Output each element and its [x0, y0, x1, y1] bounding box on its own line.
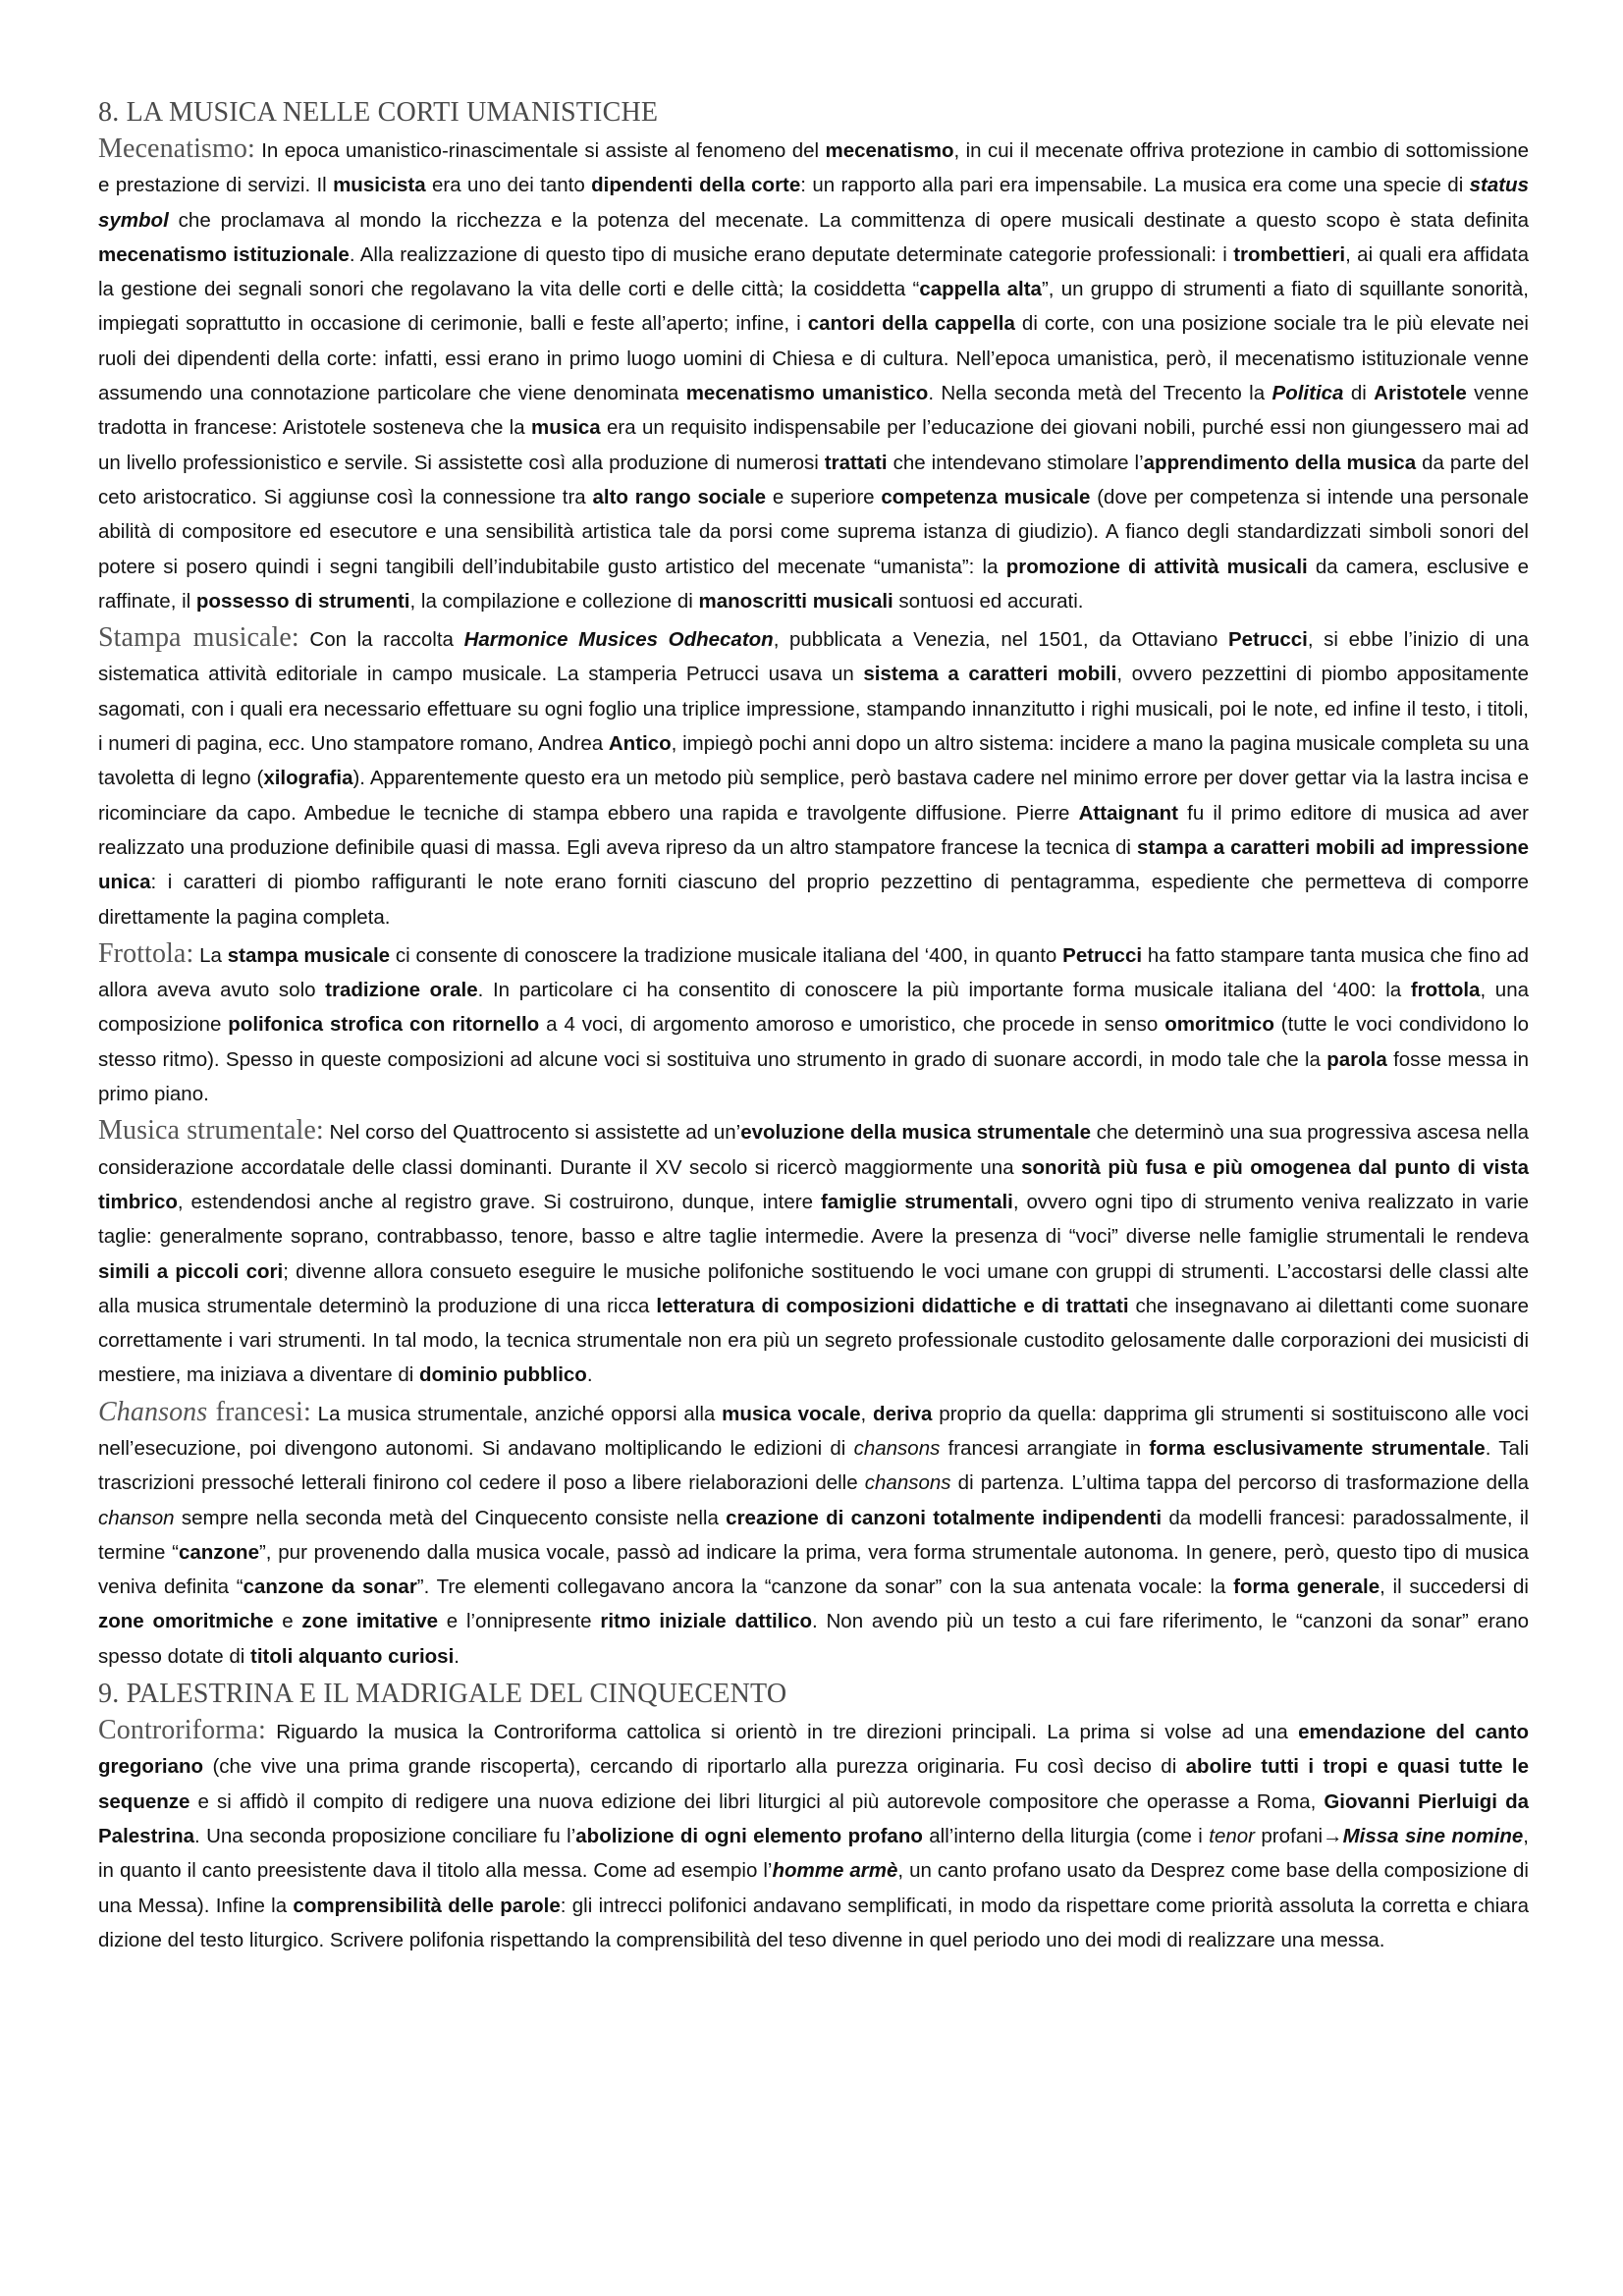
bold-term: mecenatismo istituzionale: [98, 242, 350, 266]
paragraph-heading-text: Mecenatismo:: [98, 133, 255, 164]
body-text: In epoca umanistico-rinascimentale si assiste al fenomeno del: [254, 139, 826, 162]
body-text: da parte del ceto aristocratico. Si aggiunse così la connessione tra: [98, 451, 1530, 508]
body-text: di partenza. L’ultima tappa del percorso di trasformazione della: [950, 1471, 1529, 1495]
bold-term: musica vocale: [722, 1402, 861, 1425]
body-text: ci consente di conoscere la tradizione musicale italiana del ‘400, in quanto: [390, 943, 1063, 967]
paragraph-heading: [98, 622, 299, 653]
bold-term: sonorità più fusa e più omogenea dal punto di vista timbrico: [98, 1155, 1529, 1213]
bold-term: emendazione del canto gregoriano: [98, 1721, 1529, 1779]
bold-term: canzone: [178, 1540, 259, 1564]
body-text: , pubblicata a Venezia, nel 1501, da Ottaviano: [773, 628, 1228, 652]
paragraph-controriforma: [98, 1713, 1529, 1957]
body-text: , un canto profano usato da Desprez come base della composizione di una Messa). Infine la: [98, 1859, 1529, 1917]
body-text: Riguardo la musica la Controriforma cattolica si orientò in tre direzioni principali. La prima si volse ad una: [265, 1721, 1299, 1744]
body-text: : gli intrecci polifonici andavano semplificati, in modo da rispettare come priorità assoluta la corretta e chiara dizione del testo liturgico. Scrivere polifonia rispettando la comprensibilità del teso divenne in quel periodo uno dei modi di realizzare una messa.: [98, 1894, 1529, 1951]
body-text: era uno dei tanto: [425, 174, 592, 197]
body-text: (che vive una prima grande riscoperta), cercando di riportarlo alla purezza originaria. Fu così deciso di: [203, 1755, 1186, 1779]
bold-term: apprendimento della musica: [1143, 451, 1417, 474]
body-text: (dove per competenza si intende una personale abilità di compositore ed esecutore e una sensibilità artistica tale da porsi come suprema istanza di giudizio). A fianco degli standardizzati simboli sonori del potere si posero quindi i segni tangibili dell’indubitabile gusto artistico del mecenate “umanista”: la: [98, 485, 1529, 578]
bold-term: dipendenti della corte: [591, 174, 801, 197]
bold-term: abolire tutti i tropi e quasi tutte le sequenze: [98, 1755, 1529, 1813]
body-text: da modelli francesi: paradossalmente, il termine “: [98, 1506, 1529, 1564]
bold-term: frottola: [1410, 979, 1481, 1002]
paragraph-heading: [98, 1715, 266, 1745]
paragraph-heading: [98, 1397, 311, 1427]
bold-term: competenza musicale: [881, 485, 1091, 508]
paragraph-heading: [98, 938, 193, 969]
bold-term: musicista: [333, 174, 426, 197]
bold-term: status symbol: [98, 174, 1529, 232]
bold-term: Giovanni Pierluigi da Palestrina: [98, 1789, 1529, 1847]
bold-term: polifonica strofica con ritornello: [228, 1013, 540, 1037]
bold-term: zone imitative: [301, 1610, 439, 1633]
bold-term: homme armè: [772, 1859, 898, 1883]
bold-term: Aristotele: [1374, 382, 1467, 405]
body-text: , estendendosi anche al registro grave. Si costruirono, dunque, intere: [177, 1190, 821, 1213]
body-text: francesi arrangiate in: [940, 1436, 1150, 1460]
paragraph-heading: [98, 1115, 324, 1146]
paragraph-frottola: [98, 936, 1529, 1111]
bold-term: forma generale: [1233, 1575, 1380, 1599]
paragraph-heading: [98, 133, 255, 164]
bold-term: forma esclusivamente strumentale: [1149, 1436, 1486, 1460]
bold-term: omoritmico: [1164, 1013, 1274, 1037]
body-text: : un rapporto alla pari era impensabile. La musica era come una specie di: [800, 174, 1470, 197]
body-text: e l’onnipresente: [438, 1610, 601, 1633]
bold-term: deriva: [873, 1402, 933, 1425]
body-text: , impiegò pochi anni dopo un altro sistema: incidere a mano la pagina musicale completa su una tavoletta di legno (: [98, 732, 1529, 790]
body-text: ; divenne allora consueto eseguire le musiche polifoniche sostituendo le voci umane con gruppi di strumenti. L’accostarsi delle classi alte alla musica strumentale determinò la produzione di una ricca: [98, 1259, 1529, 1317]
body-text: a 4 voci, di argomento amoroso e umoristico, che procede in senso: [539, 1013, 1165, 1037]
body-text: , il succedersi di: [1380, 1575, 1529, 1599]
bold-term: evoluzione della musica strumentale: [740, 1121, 1091, 1145]
body-text: ”, pur provenendo dalla musica vocale, passò ad indicare la prima, vera forma strumentale autonoma. In genere, però, questo tipo di musica veniva definita “: [98, 1540, 1529, 1599]
bold-term: stampa musicale: [227, 943, 391, 967]
bold-term: sistema a caratteri mobili: [863, 663, 1117, 686]
bold-term: Missa sine nomine: [1342, 1824, 1524, 1847]
bold-term: manoscritti musicali: [698, 589, 893, 613]
bold-term: Petrucci: [1062, 943, 1143, 967]
body-text: ha fatto stampare tanta musica che fino ad allora aveva avuto solo: [98, 943, 1529, 1002]
body-text: , ai quali era affidata la gestione dei segnali sonori che regolavano la vita delle corti e delle città; la cosiddetta “: [98, 242, 1530, 301]
body-text: ”, un gruppo di strumenti a fiato di squillante sonorità, impiegati soprattutto in occasione di cerimonie, balli e feste all’aperto; infine, i: [98, 278, 1530, 336]
body-text: venne tradotta in francese: Aristotele sosteneva che la: [98, 382, 1529, 440]
body-text: (tutte le voci condividono lo stesso ritmo). Spesso in queste composizioni ad alcune voci si sostituiva uno strumento in grado di suonare accordi, in modo tale che la: [98, 1013, 1529, 1071]
body-text: Nel corso del Quattrocento si assistette ad un’: [323, 1121, 741, 1145]
bold-term: zone omoritmiche: [98, 1610, 274, 1633]
body-text: , in quanto il canto preesistente dava il titolo alla messa. Come ad esempio l’: [98, 1824, 1529, 1883]
bold-term: possesso di strumenti: [195, 589, 410, 613]
bold-term: dominio pubblico: [419, 1363, 587, 1387]
body-text: ,: [860, 1402, 874, 1425]
body-text: →: [1323, 1824, 1343, 1847]
bold-term: Antico: [608, 732, 672, 756]
body-text: La musica strumentale, anziché opporsi alla: [310, 1402, 723, 1425]
paragraph-heading-text: Frottola:: [98, 937, 194, 969]
bold-term: ritmo iniziale dattilico: [600, 1610, 813, 1633]
body-text: , la compilazione e collezione di: [409, 589, 699, 613]
body-text: . Una seconda proposizione conciliare fu l’: [194, 1824, 576, 1847]
body-text: che intendevano stimolare l’: [887, 451, 1144, 474]
bold-term: cappella alta: [919, 278, 1042, 301]
bold-term: musica: [531, 416, 601, 440]
bold-term: letteratura di composizioni didattiche e di trattati: [656, 1294, 1129, 1317]
body-text: profani: [1254, 1824, 1324, 1847]
body-text: Con la raccolta: [298, 628, 464, 652]
bold-term: cantori della cappella: [807, 312, 1015, 336]
paragraph-musica-strumentale: [98, 1113, 1529, 1392]
paragraph-heading-text: Stampa musicale:: [98, 622, 299, 654]
bold-term: stampa a caratteri mobili ad impressione unica: [98, 835, 1529, 894]
bold-term: creazione di canzoni totalmente indipendenti: [726, 1506, 1163, 1529]
body-text: , si ebbe l’inizio di una sistematica attività editoriale in campo musicale. La stamperia Petrucci usava un: [98, 628, 1529, 686]
paragraph-heading-text: Musica strumentale:: [98, 1115, 324, 1147]
body-text: e superiore: [766, 485, 882, 508]
body-text: . Alla realizzazione di questo tipo di musiche erano deputate determinate categorie professionali: i: [349, 242, 1234, 266]
bold-term: mecenatismo umanistico: [685, 382, 929, 405]
bold-term: Attaignant: [1078, 801, 1178, 825]
bold-term: famiglie strumentali: [820, 1190, 1013, 1213]
section-title: 9. PALESTRINA E IL MADRIGALE DEL CINQUECENTO: [98, 1679, 787, 1710]
body-text: ). Apparentemente questo era un metodo più semplice, però bastava cadere nel minimo errore per dover gettar via la lastra incisa e ricominciare da capo. Ambedue le tecniche di stampa ebbero una rapida e travolgente diffusione. Pierre: [98, 767, 1529, 825]
bold-term: simili a piccoli cori: [98, 1259, 284, 1283]
bold-term: trattati: [824, 451, 888, 474]
italic-term: tenor: [1209, 1824, 1255, 1847]
bold-term: Politica: [1271, 382, 1344, 405]
body-text: proprio da quella: dapprima gli strumenti si sostituiscono alle voci nell’esecuzione, poi divengono autonomi. Si andavano moltiplicando le edizioni di: [98, 1402, 1529, 1460]
body-text: : i caratteri di piombo raffiguranti le note erano forniti ciascuno del proprio pezzettino di pentagramma, espediente che permetteva di comporre direttamente la pagina completa.: [98, 871, 1529, 929]
body-text: , ovvero pezzettini di piombo appositamente sagomati, con i quali era necessario effettuare su ogni foglio una triplice impressione, stampando innanzitutto i righi musicali, poi le note, ed infine il testo, i titoli, i numeri di pagina, ecc. Uno stampatore romano, Andrea: [98, 663, 1530, 756]
italic-term: chanson: [98, 1506, 175, 1529]
body-text: era un requisito indispensabile per l’educazione dei giovani nobili, purché essi non giungessero mai ad un livello professionistico e servile. Si assistette così alla produzione di numerosi: [98, 416, 1530, 474]
paragraph-heading-text: francesi:: [207, 1396, 311, 1427]
body-text: . Non avendo più un testo a cui fare riferimento, le “canzoni da sonar” erano spesso dotate di: [98, 1610, 1530, 1668]
bold-term: promozione di attività musicali: [1005, 555, 1308, 578]
body-text: di: [1343, 382, 1375, 405]
body-text: .: [586, 1363, 593, 1387]
bold-term: titoli alquanto curiosi: [250, 1644, 455, 1668]
bold-term: Harmonice Musices Odhecaton: [463, 628, 774, 652]
body-text: , ovvero ogni tipo di strumento veniva realizzato in varie taglie: generalmente soprano, contrabbasso, tenore, basso e altre taglie intermedie. Avere la presenza di “voci” diverse nelle famiglie strumentali le rendeva: [98, 1190, 1529, 1249]
body-text: e si affidò il compito di redigere una nuova edizione dei libri liturgici al più autorevole compositore che operasse a Roma,: [189, 1789, 1325, 1813]
bold-term: Petrucci: [1227, 628, 1308, 652]
bold-term: xilografia: [263, 767, 353, 790]
body-text: ”. Tre elementi collegavano ancora la “canzone da sonar” con la sua antenata vocale: la: [416, 1575, 1234, 1599]
bold-term: trombettieri: [1233, 242, 1346, 266]
body-text: fosse messa in primo piano.: [98, 1047, 1529, 1106]
body-text: all’interno della liturgia (come i: [922, 1824, 1210, 1847]
body-text: . Tali trascrizioni pressoché letterali finirono col cedere il poso a libere rielaborazioni delle: [98, 1436, 1530, 1495]
body-text: che proclamava al mondo la ricchezza e la potenza del mecenate. La committenza di opere musicali destinate a questo scopo è stata definita: [168, 208, 1529, 232]
body-text: da camera, esclusive e raffinate, il: [98, 555, 1529, 613]
paragraph-mecenatismo: [98, 132, 1529, 618]
paragraph-heading-text: Chansons: [98, 1396, 208, 1427]
body-text: sempre nella seconda metà del Cinquecento consiste nella: [174, 1506, 727, 1529]
bold-term: tradizione orale: [325, 979, 478, 1002]
section-title: 8. LA MUSICA NELLE CORTI UMANISTICHE: [98, 97, 659, 128]
body-text: che determinò una sua progressiva ascesa nella considerazione accordatale delle classi dominanti. Durante il XV secolo si ricercò maggiormente una: [98, 1121, 1529, 1179]
body-text: fu il primo editore di musica ad aver realizzato una produzione definibile quasi di massa. Egli aveva ripreso da un altro stampatore francese la tecnica di: [98, 801, 1529, 859]
body-text: di corte, con una posizione sociale tra le più elevate nei ruoli dei dipendenti della corte: infatti, essi erano in primo luogo uomini di Chiesa e di cultura. Nell’epoca umanistica, però, il mecenatismo istituzionale venne assumendo una connotazione particolare che viene denominata: [98, 312, 1529, 405]
body-text: , in cui il mecenate offriva protezione in cambio di sottomissione e prestazione di servizi. Il: [98, 139, 1530, 197]
italic-term: chansons: [864, 1471, 951, 1495]
body-text: .: [454, 1644, 460, 1668]
bold-term: abolizione di ogni elemento profano: [575, 1824, 923, 1847]
italic-term: chansons: [853, 1436, 941, 1460]
bold-term: alto rango sociale: [592, 485, 767, 508]
body-text: che insegnavano ai dilettanti come suonare correttamente i vari strumenti. In tal modo, la tecnica strumentale non era più un segreto professionale custodito gelosamente dalle corporazioni dei musicisti di mestiere, ma iniziava a diventare di: [98, 1294, 1529, 1387]
body-text: e: [273, 1610, 302, 1633]
body-text: , una composizione: [98, 979, 1529, 1037]
bold-term: parola: [1326, 1047, 1387, 1071]
bold-term: canzone da sonar: [243, 1575, 417, 1599]
paragraph-heading-text: Controriforma:: [98, 1715, 266, 1746]
body-text: sontuosi ed accurati.: [893, 589, 1084, 613]
body-text: La: [193, 943, 228, 967]
bold-term: comprensibilità delle parole: [293, 1894, 561, 1917]
body-text: . In particolare ci ha consentito di conoscere la più importante forma musicale italiana del ‘400: la: [477, 979, 1411, 1002]
bold-term: mecenatismo: [825, 139, 954, 162]
paragraph-stampa-musicale: [98, 620, 1529, 934]
paragraph-chansons-francesi: [98, 1395, 1529, 1674]
body-text: . Nella seconda metà del Trecento la: [928, 382, 1272, 405]
